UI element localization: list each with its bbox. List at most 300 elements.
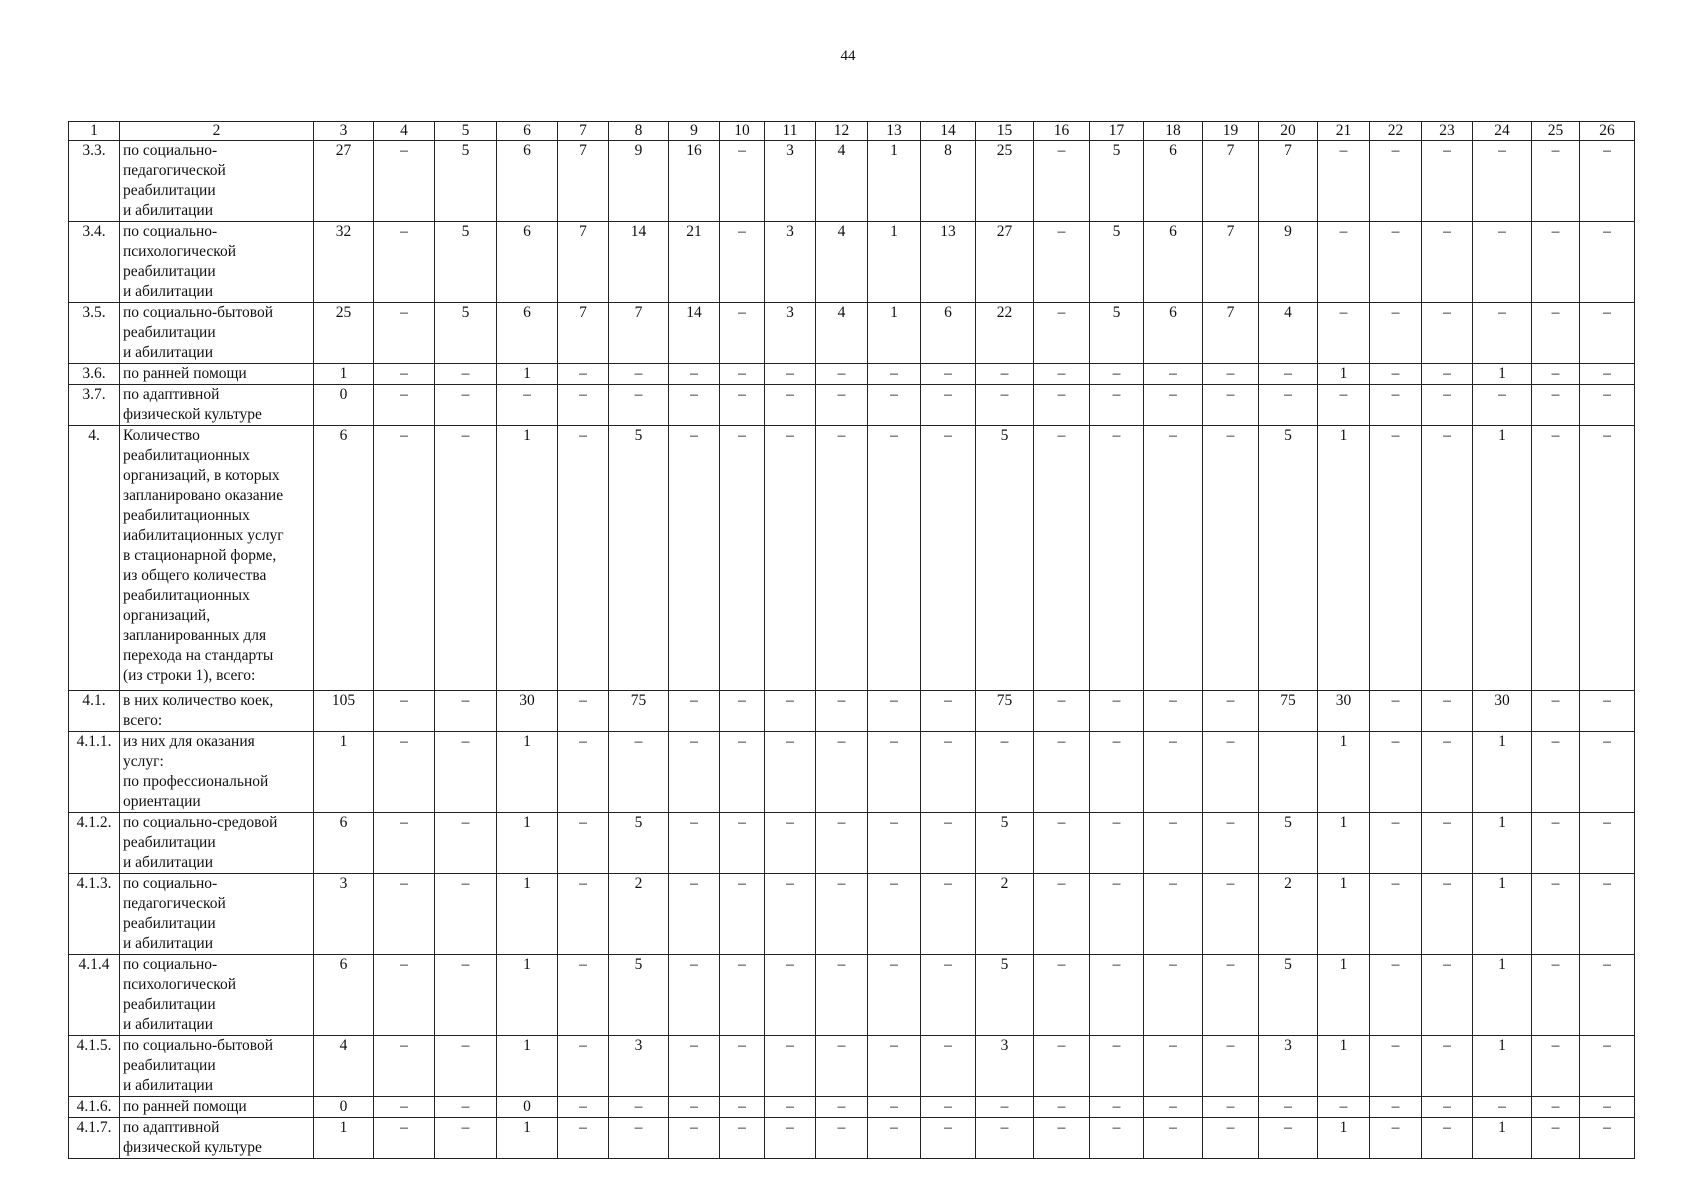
table-row bbox=[69, 141, 1635, 222]
value-cell: – bbox=[921, 1036, 976, 1097]
value-cell: 6 bbox=[497, 141, 558, 222]
value-cell: – bbox=[1580, 426, 1635, 691]
value-cell: – bbox=[1370, 303, 1422, 364]
table-row bbox=[69, 385, 1635, 426]
value-cell: – bbox=[1203, 732, 1259, 813]
value-cell: – bbox=[1580, 385, 1635, 426]
value-cell: – bbox=[374, 426, 435, 691]
value-cell: – bbox=[609, 364, 669, 385]
value-cell: – bbox=[1580, 955, 1635, 1036]
value-cell: – bbox=[435, 1036, 497, 1097]
value-cell: 1 bbox=[1318, 955, 1370, 1036]
value-cell: – bbox=[1532, 385, 1580, 426]
value-cell: – bbox=[1090, 732, 1144, 813]
value-cell: – bbox=[435, 426, 497, 691]
value-cell: 5 bbox=[1090, 141, 1144, 222]
row-name: по ранней помощи bbox=[120, 1097, 314, 1118]
value-cell: – bbox=[921, 691, 976, 732]
value-cell: – bbox=[558, 813, 609, 874]
value-cell: – bbox=[720, 426, 765, 691]
value-cell: – bbox=[669, 364, 720, 385]
value-cell: – bbox=[720, 874, 765, 955]
header-cell: 18 bbox=[1144, 122, 1203, 141]
value-cell: 3 bbox=[314, 874, 374, 955]
value-cell: – bbox=[1532, 222, 1580, 303]
value-cell bbox=[1259, 732, 1318, 813]
value-cell: – bbox=[1370, 141, 1422, 222]
row-name: из них для оказания услуг: по профессиональной ориентации bbox=[120, 732, 314, 813]
value-cell: – bbox=[816, 955, 868, 1036]
value-cell: – bbox=[765, 1097, 816, 1118]
row-name: по адаптивной физической культуре bbox=[120, 385, 314, 426]
value-cell: – bbox=[1422, 732, 1473, 813]
value-cell: – bbox=[1370, 222, 1422, 303]
value-cell: – bbox=[868, 691, 921, 732]
value-cell: 7 bbox=[1203, 141, 1259, 222]
value-cell: – bbox=[720, 1036, 765, 1097]
header-cell: 14 bbox=[921, 122, 976, 141]
row-number: 3.3. bbox=[69, 141, 120, 222]
row-number: 3.5. bbox=[69, 303, 120, 364]
value-cell: – bbox=[1532, 813, 1580, 874]
value-cell: – bbox=[868, 1097, 921, 1118]
value-cell: – bbox=[816, 1118, 868, 1159]
header-cell: 22 bbox=[1370, 122, 1422, 141]
value-cell: – bbox=[816, 426, 868, 691]
value-cell: 1 bbox=[1473, 874, 1532, 955]
value-cell: – bbox=[816, 1036, 868, 1097]
header-cell: 25 bbox=[1532, 122, 1580, 141]
value-cell: 5 bbox=[435, 303, 497, 364]
value-cell: – bbox=[1532, 364, 1580, 385]
value-cell: – bbox=[374, 955, 435, 1036]
value-cell: 1 bbox=[1473, 1036, 1532, 1097]
value-cell: – bbox=[1259, 1118, 1318, 1159]
value-cell: 5 bbox=[976, 955, 1034, 1036]
value-cell: 14 bbox=[669, 303, 720, 364]
value-cell: – bbox=[1532, 691, 1580, 732]
value-cell: 75 bbox=[609, 691, 669, 732]
header-cell: 26 bbox=[1580, 122, 1635, 141]
value-cell: – bbox=[1090, 364, 1144, 385]
value-cell: 5 bbox=[1090, 222, 1144, 303]
value-cell: 105 bbox=[314, 691, 374, 732]
value-cell: – bbox=[558, 732, 609, 813]
value-cell: – bbox=[1532, 955, 1580, 1036]
value-cell: 2 bbox=[976, 874, 1034, 955]
value-cell: – bbox=[669, 955, 720, 1036]
value-cell: – bbox=[435, 874, 497, 955]
value-cell: 4 bbox=[816, 141, 868, 222]
row-number: 4.1.3. bbox=[69, 874, 120, 955]
value-cell: – bbox=[435, 732, 497, 813]
value-cell: – bbox=[868, 813, 921, 874]
value-cell: – bbox=[921, 1118, 976, 1159]
value-cell: 5 bbox=[1090, 303, 1144, 364]
value-cell: – bbox=[765, 955, 816, 1036]
value-cell: 30 bbox=[497, 691, 558, 732]
value-cell: – bbox=[1203, 385, 1259, 426]
value-cell: – bbox=[868, 426, 921, 691]
value-cell: – bbox=[1422, 141, 1473, 222]
value-cell: – bbox=[976, 732, 1034, 813]
value-cell: – bbox=[1370, 1097, 1422, 1118]
value-cell: – bbox=[1034, 691, 1090, 732]
value-cell: – bbox=[1090, 385, 1144, 426]
value-cell: – bbox=[1034, 874, 1090, 955]
value-cell: 3 bbox=[765, 141, 816, 222]
value-cell: 6 bbox=[497, 222, 558, 303]
value-cell: – bbox=[976, 1118, 1034, 1159]
value-cell: – bbox=[1203, 955, 1259, 1036]
value-cell: – bbox=[1090, 955, 1144, 1036]
value-cell: – bbox=[669, 813, 720, 874]
value-cell: – bbox=[1203, 1036, 1259, 1097]
value-cell: – bbox=[1034, 426, 1090, 691]
header-cell: 10 bbox=[720, 122, 765, 141]
value-cell: – bbox=[1144, 364, 1203, 385]
value-cell: 2 bbox=[1259, 874, 1318, 955]
value-cell: – bbox=[720, 385, 765, 426]
value-cell: – bbox=[558, 955, 609, 1036]
table-row bbox=[69, 955, 1635, 1036]
header-cell: 13 bbox=[868, 122, 921, 141]
value-cell: – bbox=[1473, 141, 1532, 222]
value-cell: – bbox=[1422, 955, 1473, 1036]
value-cell: 14 bbox=[609, 222, 669, 303]
value-cell: 1 bbox=[1318, 1118, 1370, 1159]
header-cell: 11 bbox=[765, 122, 816, 141]
value-cell: – bbox=[558, 385, 609, 426]
value-cell: – bbox=[1580, 141, 1635, 222]
value-cell: 1 bbox=[497, 1118, 558, 1159]
header-cell: 1 bbox=[69, 122, 120, 141]
value-cell: – bbox=[868, 1036, 921, 1097]
value-cell: – bbox=[1144, 1118, 1203, 1159]
table-row bbox=[69, 1118, 1635, 1159]
value-cell: – bbox=[1318, 1097, 1370, 1118]
value-cell: – bbox=[1370, 426, 1422, 691]
value-cell: 1 bbox=[1473, 732, 1532, 813]
value-cell: – bbox=[1144, 385, 1203, 426]
header-cell: 23 bbox=[1422, 122, 1473, 141]
row-name: по социально- психологической реабилитации и абилитации bbox=[120, 222, 314, 303]
value-cell: – bbox=[1090, 426, 1144, 691]
value-cell: – bbox=[1370, 1036, 1422, 1097]
value-cell: 1 bbox=[1473, 364, 1532, 385]
value-cell: 6 bbox=[1144, 222, 1203, 303]
value-cell: – bbox=[1580, 303, 1635, 364]
value-cell: – bbox=[558, 1097, 609, 1118]
value-cell: 1 bbox=[1473, 813, 1532, 874]
value-cell: – bbox=[435, 691, 497, 732]
value-cell: – bbox=[921, 732, 976, 813]
row-number: 3.6. bbox=[69, 364, 120, 385]
value-cell: 9 bbox=[1259, 222, 1318, 303]
value-cell: 1 bbox=[1318, 364, 1370, 385]
value-cell: – bbox=[609, 1097, 669, 1118]
value-cell: 6 bbox=[497, 303, 558, 364]
value-cell: 5 bbox=[609, 426, 669, 691]
value-cell: – bbox=[816, 813, 868, 874]
value-cell: – bbox=[1370, 385, 1422, 426]
value-cell: 7 bbox=[558, 303, 609, 364]
row-number: 4.1. bbox=[69, 691, 120, 732]
value-cell: – bbox=[435, 813, 497, 874]
value-cell: – bbox=[1532, 1036, 1580, 1097]
value-cell: 3 bbox=[1259, 1036, 1318, 1097]
value-cell: – bbox=[868, 1118, 921, 1159]
value-cell: – bbox=[609, 385, 669, 426]
value-cell: – bbox=[435, 1097, 497, 1118]
header-cell: 21 bbox=[1318, 122, 1370, 141]
value-cell: 75 bbox=[1259, 691, 1318, 732]
value-cell: – bbox=[868, 955, 921, 1036]
value-cell: – bbox=[720, 732, 765, 813]
table-row bbox=[69, 813, 1635, 874]
value-cell: 1 bbox=[1473, 955, 1532, 1036]
data-table bbox=[68, 121, 1635, 1159]
value-cell: 7 bbox=[1203, 303, 1259, 364]
table-row bbox=[69, 1036, 1635, 1097]
value-cell: 5 bbox=[609, 955, 669, 1036]
value-cell: 4 bbox=[816, 222, 868, 303]
value-cell: – bbox=[1580, 364, 1635, 385]
value-cell: 21 bbox=[669, 222, 720, 303]
value-cell: 6 bbox=[314, 955, 374, 1036]
row-number: 4.1.4 bbox=[69, 955, 120, 1036]
value-cell: 3 bbox=[765, 222, 816, 303]
value-cell: – bbox=[921, 426, 976, 691]
value-cell: 5 bbox=[976, 426, 1034, 691]
value-cell: – bbox=[1144, 732, 1203, 813]
value-cell: – bbox=[374, 385, 435, 426]
value-cell: – bbox=[1422, 426, 1473, 691]
value-cell: – bbox=[1203, 874, 1259, 955]
row-number: 4. bbox=[69, 426, 120, 691]
value-cell: – bbox=[669, 732, 720, 813]
value-cell: 6 bbox=[1144, 303, 1203, 364]
value-cell: – bbox=[1090, 813, 1144, 874]
value-cell: – bbox=[1318, 222, 1370, 303]
value-cell: – bbox=[558, 691, 609, 732]
value-cell: – bbox=[1259, 1097, 1318, 1118]
value-cell: – bbox=[1422, 364, 1473, 385]
value-cell: – bbox=[669, 691, 720, 732]
value-cell: 5 bbox=[1259, 426, 1318, 691]
value-cell: 3 bbox=[976, 1036, 1034, 1097]
value-cell: – bbox=[1144, 691, 1203, 732]
value-cell: – bbox=[816, 691, 868, 732]
value-cell: 4 bbox=[314, 1036, 374, 1097]
value-cell: – bbox=[1203, 691, 1259, 732]
row-number: 4.1.1. bbox=[69, 732, 120, 813]
value-cell: – bbox=[1318, 385, 1370, 426]
header-cell: 24 bbox=[1473, 122, 1532, 141]
value-cell: – bbox=[1422, 813, 1473, 874]
value-cell: – bbox=[816, 732, 868, 813]
value-cell: 1 bbox=[497, 1036, 558, 1097]
value-cell: – bbox=[1532, 1118, 1580, 1159]
value-cell: 1 bbox=[314, 732, 374, 813]
value-cell: – bbox=[1034, 303, 1090, 364]
value-cell: – bbox=[921, 874, 976, 955]
table-row bbox=[69, 364, 1635, 385]
value-cell: 1 bbox=[1473, 426, 1532, 691]
value-cell: – bbox=[374, 222, 435, 303]
value-cell: – bbox=[816, 364, 868, 385]
value-cell: – bbox=[720, 1118, 765, 1159]
value-cell: – bbox=[1370, 364, 1422, 385]
value-cell: – bbox=[1034, 364, 1090, 385]
row-number: 3.7. bbox=[69, 385, 120, 426]
value-cell: – bbox=[1090, 1097, 1144, 1118]
value-cell: – bbox=[435, 385, 497, 426]
value-cell: 3 bbox=[765, 303, 816, 364]
value-cell: – bbox=[1422, 385, 1473, 426]
value-cell: – bbox=[976, 385, 1034, 426]
value-cell: 1 bbox=[1473, 1118, 1532, 1159]
header-cell: 16 bbox=[1034, 122, 1090, 141]
table-row bbox=[69, 426, 1635, 691]
value-cell: 1 bbox=[1318, 813, 1370, 874]
value-cell: 32 bbox=[314, 222, 374, 303]
header-cell: 7 bbox=[558, 122, 609, 141]
value-cell: – bbox=[765, 874, 816, 955]
value-cell: – bbox=[720, 813, 765, 874]
value-cell: – bbox=[1144, 1097, 1203, 1118]
value-cell: – bbox=[558, 426, 609, 691]
value-cell: – bbox=[1203, 364, 1259, 385]
value-cell: 1 bbox=[1318, 732, 1370, 813]
value-cell: – bbox=[1370, 955, 1422, 1036]
value-cell: 1 bbox=[868, 222, 921, 303]
value-cell: – bbox=[816, 385, 868, 426]
value-cell: 1 bbox=[1318, 426, 1370, 691]
value-cell: 9 bbox=[609, 141, 669, 222]
value-cell: 7 bbox=[1203, 222, 1259, 303]
value-cell: – bbox=[1034, 141, 1090, 222]
value-cell: – bbox=[1203, 1118, 1259, 1159]
value-cell: – bbox=[374, 874, 435, 955]
value-cell: 22 bbox=[976, 303, 1034, 364]
value-cell: – bbox=[374, 1097, 435, 1118]
header-cell: 15 bbox=[976, 122, 1034, 141]
value-cell: – bbox=[921, 364, 976, 385]
row-name: по социально-средовой реабилитации и абилитации bbox=[120, 813, 314, 874]
value-cell: 6 bbox=[921, 303, 976, 364]
value-cell: – bbox=[868, 364, 921, 385]
value-cell: – bbox=[1473, 222, 1532, 303]
value-cell: – bbox=[720, 364, 765, 385]
value-cell: – bbox=[1370, 813, 1422, 874]
row-number: 4.1.2. bbox=[69, 813, 120, 874]
value-cell: 7 bbox=[558, 222, 609, 303]
row-name: по ранней помощи bbox=[120, 364, 314, 385]
value-cell: – bbox=[1370, 874, 1422, 955]
value-cell: – bbox=[669, 385, 720, 426]
value-cell: 7 bbox=[558, 141, 609, 222]
value-cell: – bbox=[1034, 1036, 1090, 1097]
value-cell: – bbox=[765, 1036, 816, 1097]
value-cell: – bbox=[720, 691, 765, 732]
value-cell: 1 bbox=[497, 732, 558, 813]
value-cell: – bbox=[1318, 141, 1370, 222]
table-row bbox=[69, 303, 1635, 364]
row-name: по адаптивной физической культуре bbox=[120, 1118, 314, 1159]
value-cell: – bbox=[816, 1097, 868, 1118]
value-cell: 25 bbox=[314, 303, 374, 364]
value-cell: – bbox=[669, 874, 720, 955]
value-cell: – bbox=[669, 1036, 720, 1097]
value-cell: 75 bbox=[976, 691, 1034, 732]
row-number: 3.4. bbox=[69, 222, 120, 303]
value-cell: – bbox=[669, 1118, 720, 1159]
value-cell: 7 bbox=[1259, 141, 1318, 222]
value-cell: – bbox=[374, 1118, 435, 1159]
value-cell: – bbox=[1532, 426, 1580, 691]
value-cell: – bbox=[1144, 1036, 1203, 1097]
value-cell: – bbox=[374, 813, 435, 874]
value-cell: 3 bbox=[609, 1036, 669, 1097]
value-cell: – bbox=[1580, 1097, 1635, 1118]
header-cell: 12 bbox=[816, 122, 868, 141]
value-cell: – bbox=[765, 813, 816, 874]
value-cell: 5 bbox=[1259, 955, 1318, 1036]
value-cell: – bbox=[609, 732, 669, 813]
value-cell: – bbox=[1473, 385, 1532, 426]
value-cell: 7 bbox=[609, 303, 669, 364]
value-cell: – bbox=[669, 426, 720, 691]
value-cell: – bbox=[1580, 691, 1635, 732]
row-name: в них количество коек, всего: bbox=[120, 691, 314, 732]
value-cell: – bbox=[558, 364, 609, 385]
value-cell: – bbox=[374, 691, 435, 732]
value-cell: – bbox=[1144, 955, 1203, 1036]
value-cell: – bbox=[435, 1118, 497, 1159]
row-number: 4.1.7. bbox=[69, 1118, 120, 1159]
row-number: 4.1.6. bbox=[69, 1097, 120, 1118]
value-cell: – bbox=[1422, 1118, 1473, 1159]
value-cell: 6 bbox=[1144, 141, 1203, 222]
value-cell: – bbox=[1090, 1118, 1144, 1159]
value-cell: – bbox=[765, 1118, 816, 1159]
header-cell: 3 bbox=[314, 122, 374, 141]
value-cell: 0 bbox=[314, 385, 374, 426]
header-cell: 2 bbox=[120, 122, 314, 141]
value-cell: – bbox=[1422, 874, 1473, 955]
value-cell: – bbox=[720, 141, 765, 222]
value-cell: – bbox=[1090, 1036, 1144, 1097]
value-cell: 6 bbox=[314, 426, 374, 691]
value-cell: – bbox=[1580, 1118, 1635, 1159]
page-number: 44 bbox=[840, 48, 856, 64]
value-cell: – bbox=[921, 955, 976, 1036]
value-cell: – bbox=[374, 303, 435, 364]
value-cell: – bbox=[868, 732, 921, 813]
value-cell: 5 bbox=[435, 141, 497, 222]
value-cell: 1 bbox=[314, 364, 374, 385]
value-cell: 1 bbox=[868, 303, 921, 364]
value-cell: 4 bbox=[816, 303, 868, 364]
value-cell: 1 bbox=[1318, 874, 1370, 955]
row-name: по социально-бытовой реабилитации и абилитации bbox=[120, 303, 314, 364]
value-cell: – bbox=[1532, 874, 1580, 955]
value-cell: – bbox=[1034, 1118, 1090, 1159]
value-cell: – bbox=[374, 364, 435, 385]
value-cell: – bbox=[720, 1097, 765, 1118]
row-name: по социально-бытовой реабилитации и абилитации bbox=[120, 1036, 314, 1097]
